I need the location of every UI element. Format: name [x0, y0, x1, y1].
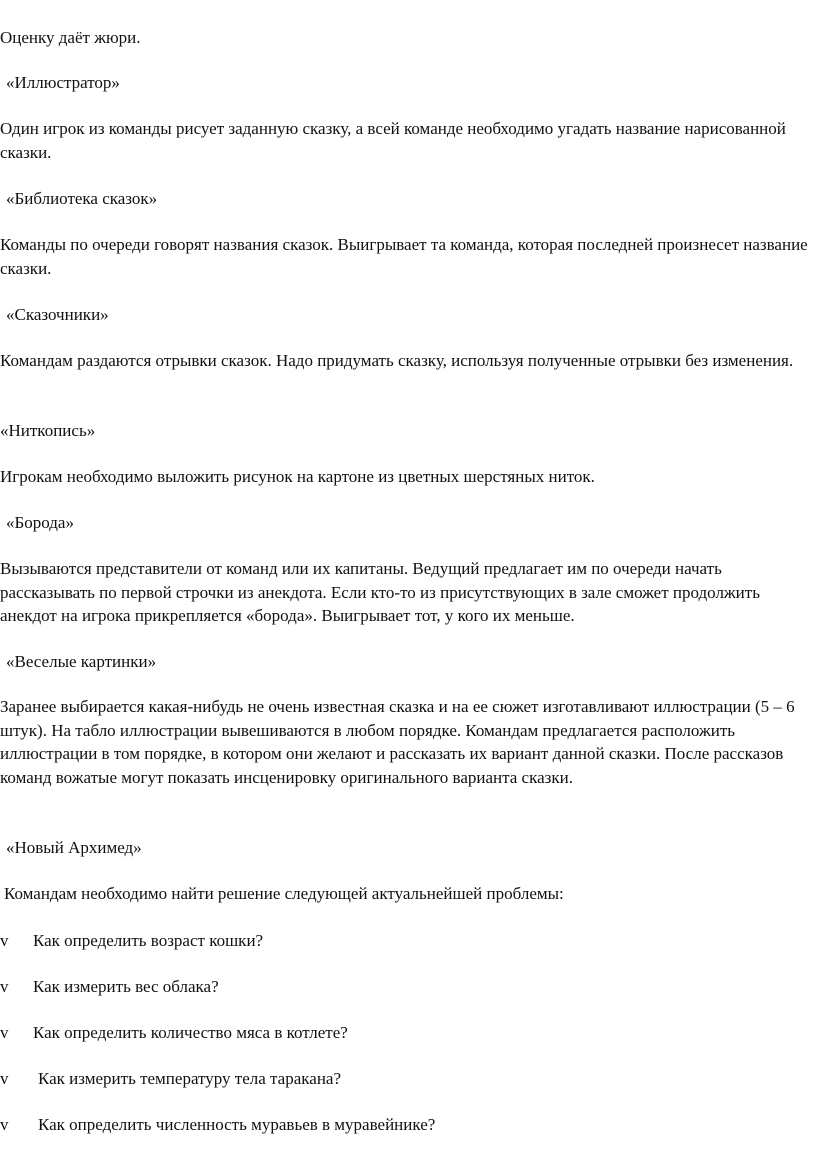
list-bullet: v: [0, 1023, 9, 1042]
section-heading-storytellers: «Сказочники»: [6, 305, 109, 324]
list-item-text: Как определить количество мяса в котлете?: [33, 1023, 348, 1042]
list-bullet: v: [0, 931, 9, 950]
section-text-library: Команды по очереди говорят названия сказок. Выигрывает та команда, которая последней произнесет название сказки.: [0, 235, 808, 278]
list-item: [0, 1067, 812, 1091]
section-text-beard: Вызываются представители от команд или их капитаны. Ведущий предлагает им по очереди начать рассказывать по первой строчки из анекдота. Если кто-то из присутствующих в зале сможет продолжить анекдот на игрока прикрепляется «борода». Выигрывает тот, у кого их меньше.: [0, 559, 760, 625]
section-heading-beard: «Борода»: [6, 513, 74, 532]
list-item: [0, 975, 812, 999]
section-heading-archimedes: «Новый Архимед»: [6, 838, 142, 857]
list-item-text: Как определить численность муравьев в муравейнике?: [38, 1115, 436, 1134]
intro-paragraph: Оценку даёт жюри.: [0, 28, 141, 47]
list-item-text: Как измерить температуру тела таракана?: [38, 1069, 342, 1088]
section-heading-illustrator: «Иллюстратор»: [6, 73, 120, 92]
list-item: [0, 1113, 812, 1137]
list-item: [0, 1021, 812, 1045]
list-item-text: Как определить возраст кошки?: [33, 931, 264, 950]
list-bullet: v: [0, 977, 9, 996]
list-item: [0, 929, 812, 953]
section-text-illustrator: Один игрок из команды рисует заданную сказку, а всей команде необходимо угадать название нарисованной сказки.: [0, 119, 786, 162]
list-bullet: v: [0, 1069, 9, 1088]
section-text-pictures: Заранее выбирается какая-нибудь не очень известная сказка и на ее сюжет изготавливают иллюстрации (5 – 6 штук). На табло иллюстрации вывешиваются в любом порядке. Командам предлагается расположить иллюстрации в том порядке, в котором они желают и рассказать их вариант данной сказки. После рассказов команд вожатые могут показать инсценировку оригинального варианта сказки.: [0, 697, 795, 787]
section-text-archimedes: Командам необходимо найти решение следующей актуальнейшей проблемы:: [4, 884, 564, 903]
section-heading-pictures: «Веселые картинки»: [6, 652, 157, 671]
section-heading-library: «Библиотека сказок»: [6, 189, 158, 208]
list-item-text: Как измерить вес облака?: [33, 977, 219, 996]
section-text-storytellers: Командам раздаются отрывки сказок. Надо придумать сказку, используя полученные отрывки без изменения.: [0, 351, 794, 370]
list-bullet: v: [0, 1115, 9, 1134]
section-heading-thread: «Ниткопись»: [0, 421, 96, 440]
section-text-thread: Игрокам необходимо выложить рисунок на картоне из цветных шерстяных ниток.: [0, 467, 595, 486]
